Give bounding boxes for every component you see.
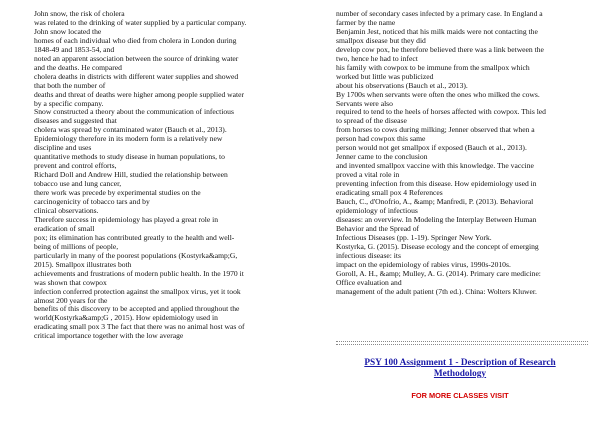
left-text-column (34, 10, 282, 341)
left-column-line: that both the number of (34, 80, 106, 90)
right-column-line: required to tend to the heels of horses affected with cowpox. This led (336, 107, 546, 117)
left-column-line: almost 200 years for the (34, 295, 108, 305)
left-column-line: Snow constructed a theory about the communication of infectious (34, 107, 234, 117)
left-column-line: there work was precede by experimental studies on the (34, 188, 201, 198)
left-column-line: critical importance together with the low average (34, 331, 184, 341)
right-column-line: By 1700s when servants were often the ones who milked the cows. (336, 89, 540, 99)
left-column-line: pox; its elimination has contributed greatly to the health and well- (34, 232, 235, 242)
left-column-line: world(Kostyrka&amp;G , 2015). How epidemiology used in (34, 313, 218, 323)
left-column-line: was related to the drinking of water supplied by a particular company. (34, 17, 247, 27)
left-column-line: discipline and uses (34, 143, 92, 153)
left-column-line: 2015). Smallpox illustrates both (34, 259, 132, 269)
document-title-line-2[interactable]: Methodology (433, 368, 487, 379)
left-column-line: noted an apparent association between the source of drinking water (34, 53, 239, 63)
left-column-line: eradication of small (34, 223, 95, 233)
right-text-column (336, 10, 584, 297)
divider-bottom (336, 344, 588, 345)
left-column-line: John snow, the risk of cholera (34, 9, 125, 18)
document-title-link[interactable] (340, 358, 580, 379)
left-column-line: tobacco use and lung cancer, (34, 179, 122, 189)
right-column-line: management of the adult patient (7th ed.). China: Wolters Kluwer. (336, 286, 537, 296)
right-column-line: from horses to cows during milking; Jenner observed that when a (336, 125, 535, 135)
left-column-line: carcinogenicity of tobacco tars and by (34, 197, 150, 207)
right-column-line: diseases: an overview. In Modeling the Interplay Between Human (336, 214, 537, 224)
right-column-line: number of secondary cases infected by a primary case. In England a (336, 9, 543, 18)
left-column-line: Richard Doll and Andrew Hill, studied the relationship between (34, 170, 228, 180)
right-column-line: and invented smallpox vaccine with this knowledge. The vaccine (336, 161, 534, 171)
left-column-line: diseases and suggested that (34, 116, 117, 126)
left-column-line: achievements and frustrations of modern public health. In the 1970 it (34, 268, 244, 278)
left-column-line: by a specific company. (34, 98, 104, 108)
right-column-line: Office evaluation and (336, 277, 402, 287)
right-column-line: worked but little was publicized (336, 71, 434, 81)
right-column-line: Servants were also (336, 98, 393, 108)
left-column-line: benefits of this discovery to be accepted and applied throughout the (34, 304, 240, 314)
left-column-line: Epidemiology therefore in its modern form is a relatively new (34, 134, 223, 144)
right-column-line: person had cowpox this same (336, 134, 426, 144)
document-title-line-1[interactable]: PSY 100 Assignment 1 - Description of Research (364, 358, 556, 368)
divider-top (336, 341, 588, 342)
left-column-line: quantitative methods to study disease in human populations, to (34, 152, 225, 162)
right-column-line: farmer by the name (336, 17, 396, 27)
right-column-line: about his observations (Bauch et al., 2013). (336, 80, 468, 90)
left-column-line: eradicating small pox 3 The fact that there was no animal host was of (34, 322, 245, 332)
right-column-line: proved a vital role in (336, 170, 400, 180)
right-column-line: Bauch, C., d'Onofrio, A., &amp; Manfredi, P. (2013). Behavioral (336, 197, 534, 207)
right-column-line: develop cow pox, he therefore believed there was a link between the (336, 44, 544, 54)
left-column-line: cholera deaths in districts with different water supplies and showed (34, 71, 239, 81)
right-column-line: Jenner came to the conclusion (336, 152, 428, 162)
right-column-line: impact on the epidemiology of rabies virus, 1990s-2010s. (336, 259, 511, 269)
left-column-line: was shown that cowpox (34, 277, 107, 287)
left-column-line: prevent and control efforts, (34, 161, 117, 171)
right-column-line: his family with cowpox to be immune from the smallpox which (336, 62, 530, 72)
right-column-line: smallpox disease but they did (336, 35, 426, 45)
left-column-line: being of millions of people, (34, 241, 119, 251)
right-column-line: to spread of the disease (336, 116, 407, 126)
right-column-line: eradicating small pox 4 References (336, 188, 443, 198)
left-column-line: 1848-49 and 1853-54, and (34, 44, 115, 54)
left-column-line: clinical observations. (34, 205, 99, 215)
right-column-line: Kostyrka, G. (2015). Disease ecology and the concept of emerging (336, 241, 539, 251)
right-column-line: Goroll, A. H., &amp; Mulley, A. G. (2014). Primary care medicine: (336, 268, 541, 278)
right-column-line: Benjamin Jest, noticed that his milk maids were not contacting the (336, 26, 538, 36)
more-classes-link[interactable]: FOR MORE CLASSES VISIT (411, 391, 509, 400)
right-column-line: infectious disease: its (336, 250, 401, 260)
left-column-line: cholera was spread by contaminated water (Bauch et al., 2013). (34, 125, 227, 135)
left-column-line: and the deaths. He compared (34, 62, 122, 72)
right-column-line: two, hence he had to infect (336, 53, 418, 63)
left-column-line: Therefore success in epidemiology has played a great role in (34, 214, 219, 224)
right-column-line: preventing infection from this disease. How epidemiology used in (336, 179, 537, 189)
right-column-line: person would not get smallpox if exposed (Bauch et al., 2013). (336, 143, 527, 153)
left-column-line: homes of each individual who died from cholera in London during (34, 35, 237, 45)
right-column-line: Infectious Diseases (pp. 1-19). Springer New York. (336, 232, 492, 242)
left-column-line: infection conferred protection against the smallpox virus, yet it took (34, 286, 241, 296)
left-column-line: particularly in many of the poorest populations (Kostyrka&amp;G, (34, 250, 238, 260)
right-column-line: Behavior and the Spread of (336, 223, 420, 233)
left-column-line: John snow located the (34, 26, 102, 36)
right-column-line: epidemiology of infectious (336, 205, 418, 215)
left-column-line: deaths and threat of deaths were higher among people supplied water (34, 89, 245, 99)
